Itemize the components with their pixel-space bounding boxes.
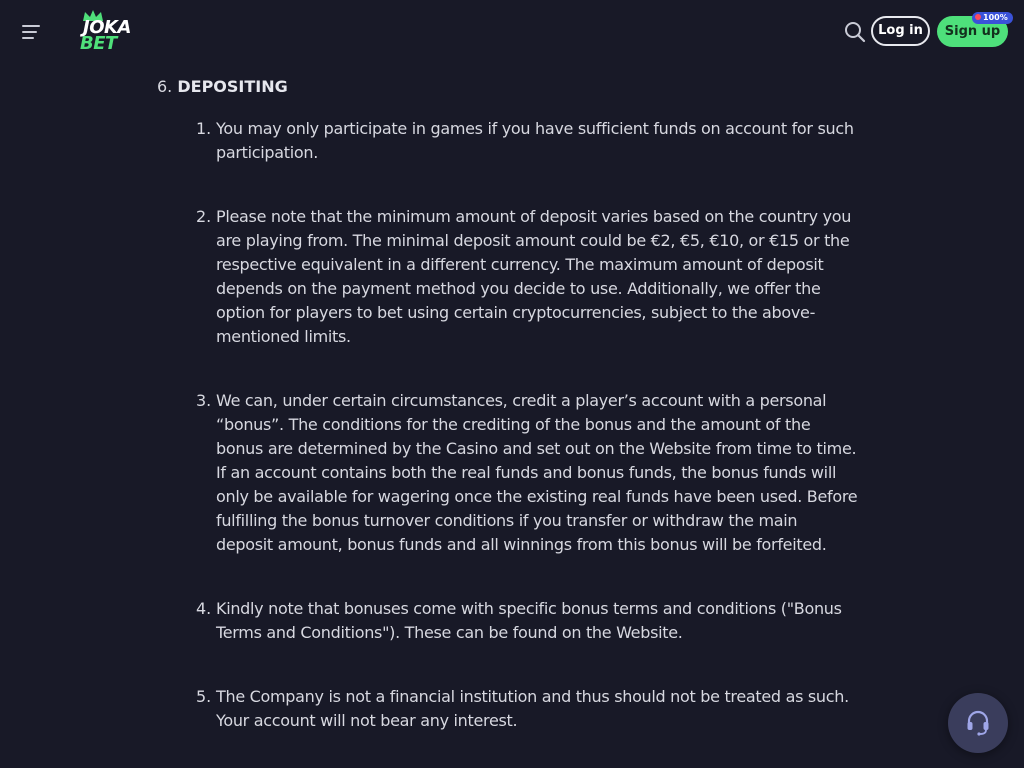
list-item-line: Kindly note that bonuses come with specific bonus terms and conditions ("Bonus [216, 599, 842, 618]
list-item-line: respective equivalent in a different currency. The maximum amount of deposit [216, 255, 824, 274]
logo-text-bottom: BET [80, 33, 117, 54]
list-item-line: If an account contains both the real funds and bonus funds, the bonus funds will [216, 463, 837, 482]
list-item-number: 2. [196, 207, 212, 226]
list-item-line: The Company is not a financial institution and thus should not be treated as such. [216, 687, 849, 706]
jokabet-logo[interactable] [78, 8, 148, 54]
list-item-line: depends on the payment method you decide to use. Additionally, we offer the [216, 279, 821, 298]
list-item-line: fulfilling the bonus turnover conditions if you transfer or withdraw the main [216, 511, 798, 530]
section-heading [157, 76, 288, 98]
list-item-number: 1. [196, 119, 212, 138]
section-number: 6. [157, 77, 173, 96]
hamburger-menu-icon [22, 25, 40, 27]
list-item-number: 4. [196, 599, 212, 618]
list-item-line: mentioned limits. [216, 327, 351, 346]
search-button[interactable] [843, 20, 867, 44]
list-item-line: You may only participate in games if you have sufficient funds on account for such [216, 119, 854, 138]
menu-button[interactable] [20, 22, 44, 42]
logo-text-top: JOKA [83, 17, 131, 38]
search-icon [843, 20, 867, 44]
login-button[interactable]: Log in [871, 16, 930, 46]
hamburger-line [22, 31, 37, 33]
hamburger-line [22, 37, 34, 39]
list-item-line: Your account will not bear any interest. [216, 711, 518, 730]
section-title: DEPOSITING [177, 77, 288, 96]
list-item-line: “bonus”. The conditions for the crediting of the bonus and the amount of the [216, 415, 811, 434]
list-item-line: only be available for wagering once the existing real funds have been used. Before [216, 487, 858, 506]
list-item-line: We can, under certain circumstances, credit a player’s account with a personal [216, 391, 827, 410]
list-item-number: 3. [196, 391, 212, 410]
list-item-line: bonus are determined by the Casino and set out on the Website from time to time. [216, 439, 857, 458]
signup-button[interactable]: Sign up [937, 16, 1008, 47]
list-item-line: option for players to bet using certain cryptocurrencies, subject to the above- [216, 303, 816, 322]
list-item-line: Please note that the minimum amount of deposit varies based on the country you [216, 207, 852, 226]
gift-icon [975, 14, 981, 20]
promo-badge-text: 100% [983, 13, 1008, 22]
top-header [0, 0, 1024, 64]
terms-content [0, 64, 1024, 768]
list-item-line: are playing from. The minimal deposit amount could be €2, €5, €10, or €15 or the [216, 231, 850, 250]
list-item-line: Terms and Conditions"). These can be found on the Website. [216, 623, 683, 642]
support-chat-button[interactable] [948, 693, 1008, 753]
list-item-line: deposit amount, bonus funds and all winnings from this bonus will be forfeited. [216, 535, 827, 554]
promo-badge [972, 12, 1013, 24]
list-item-line: participation. [216, 143, 318, 162]
headset-icon [966, 710, 990, 736]
list-item-number: 5. [196, 687, 212, 706]
